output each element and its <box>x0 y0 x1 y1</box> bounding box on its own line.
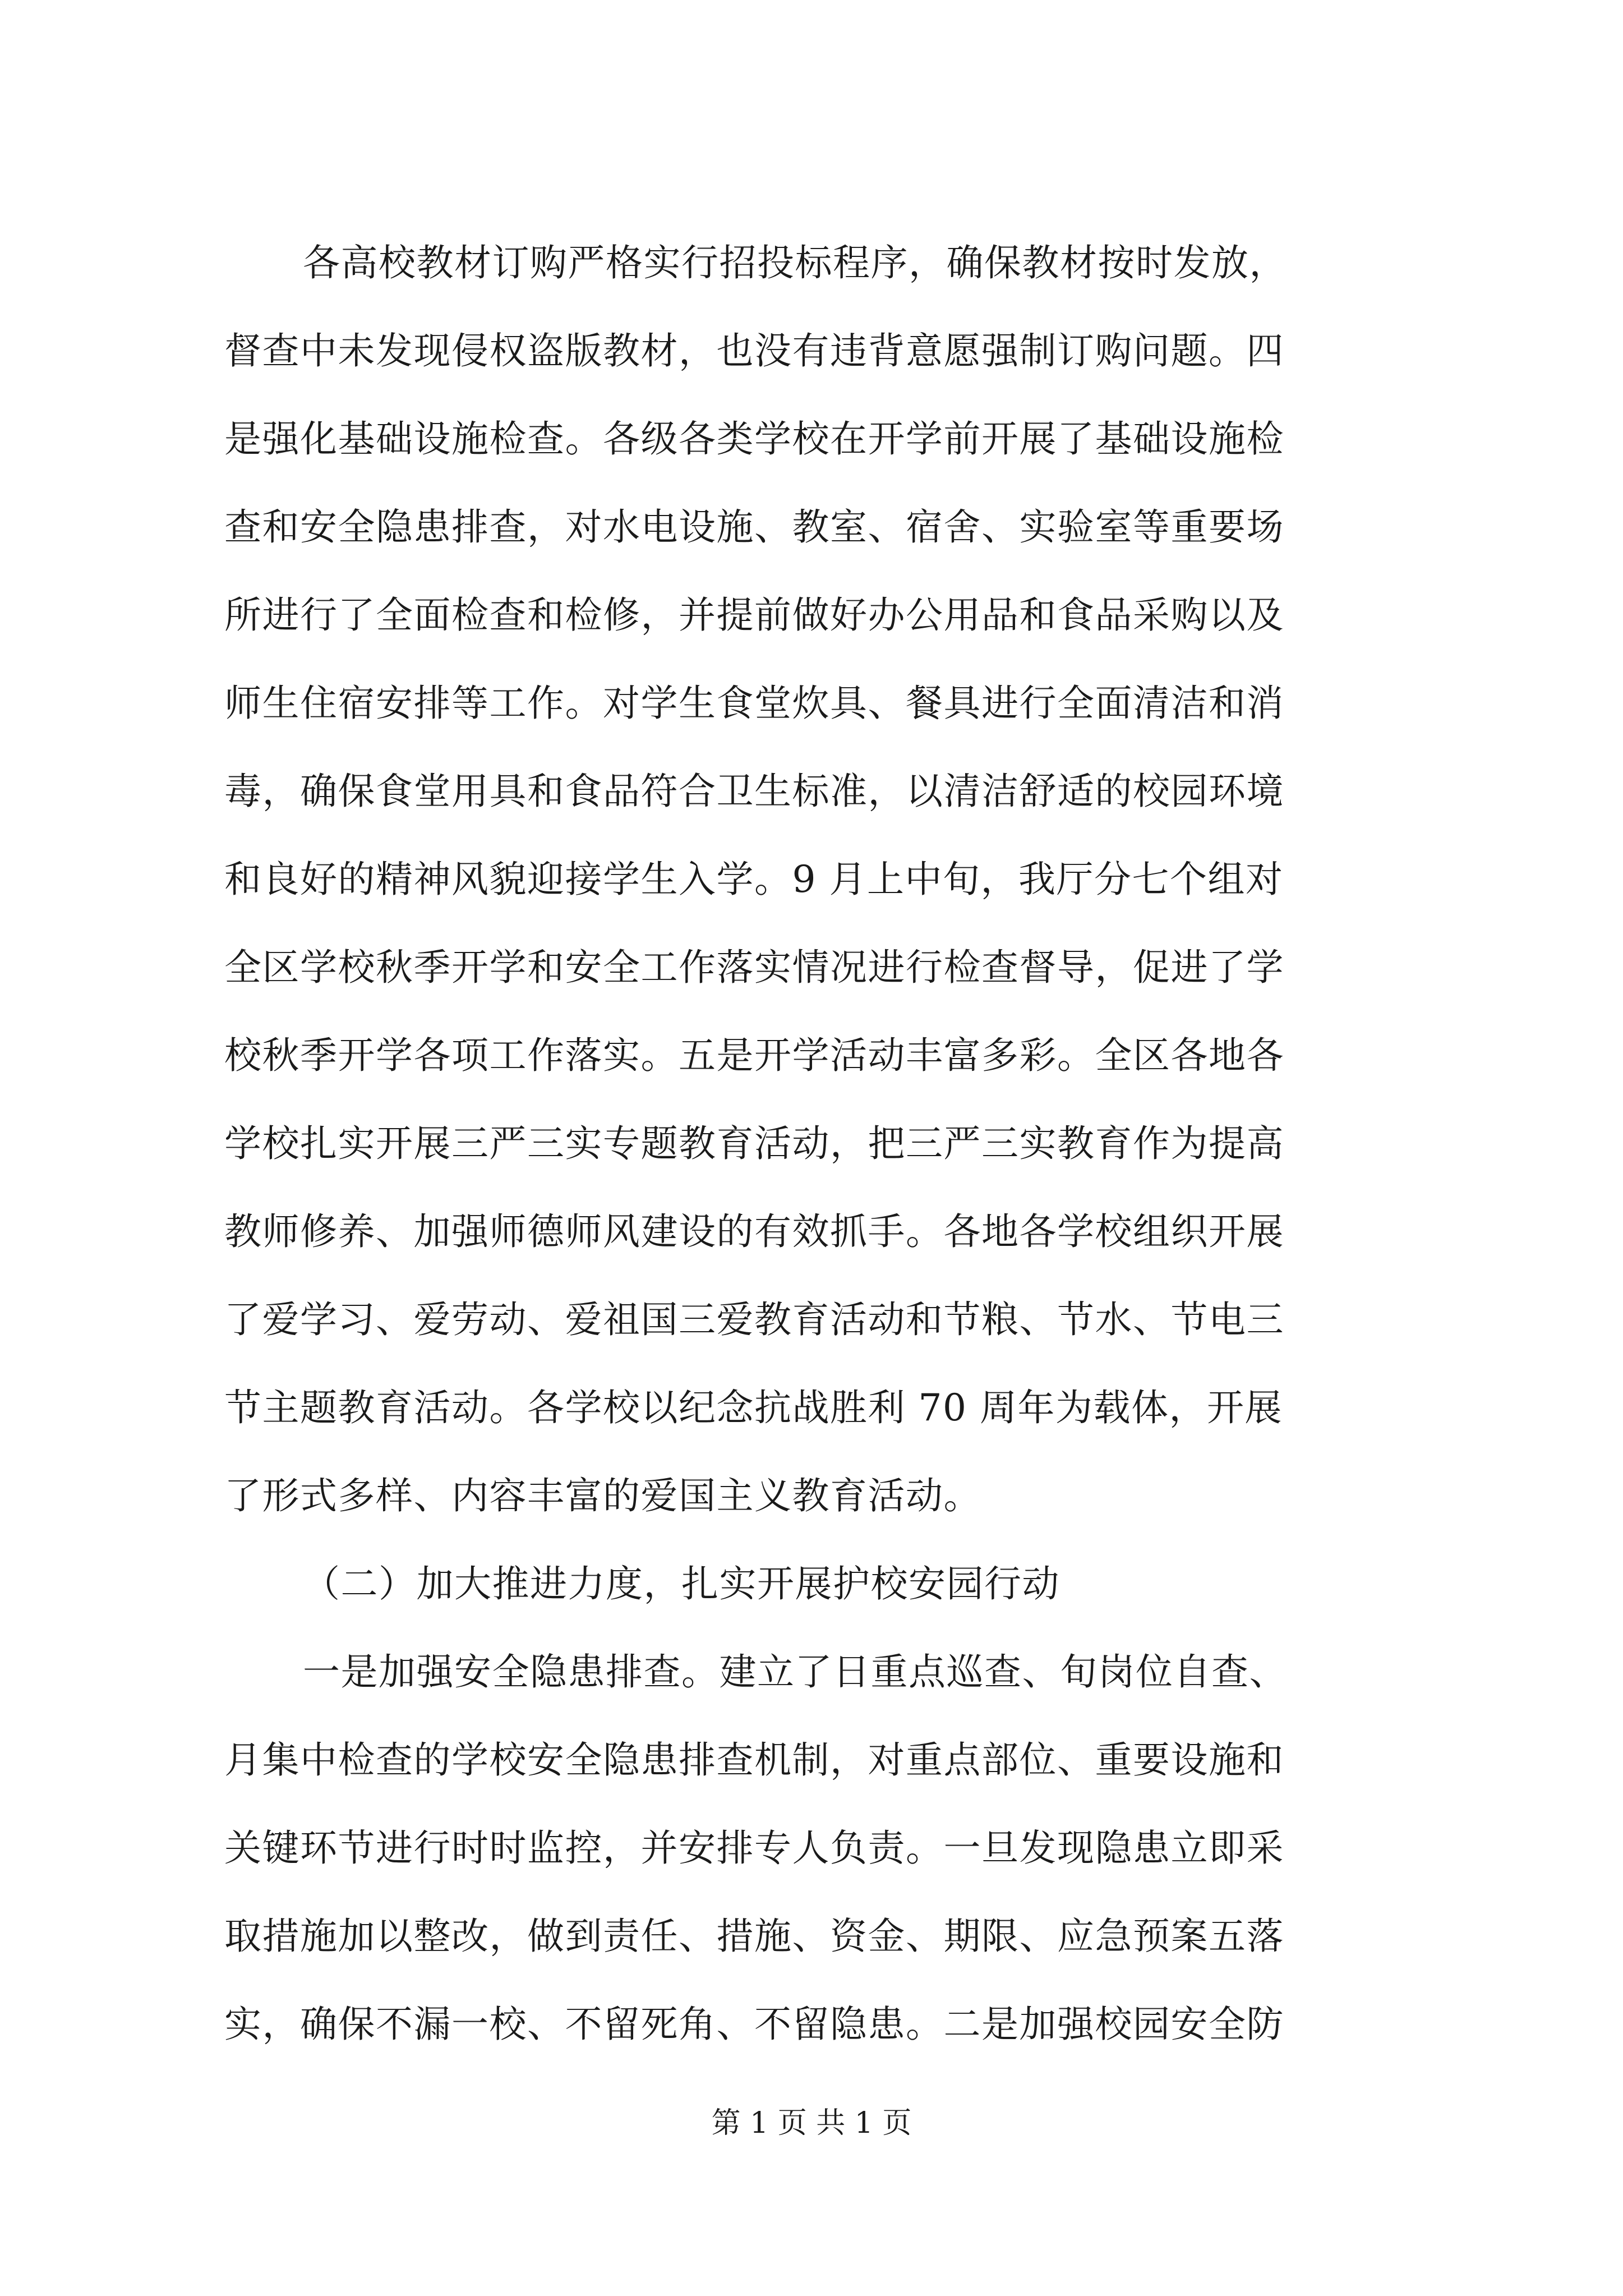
paragraph-line: 所进行了全面检查和检修，并提前做好办公用品和食品采购以及 <box>224 593 1284 637</box>
paragraph-line: 查和安全隐患排查，对水电设施、教室、宿舍、实验室等重要场 <box>224 505 1284 549</box>
paragraph-line: 全区学校秋季开学和安全工作落实情况进行检查督导，促进了学 <box>224 946 1284 989</box>
paragraph-line: 毒，确保食堂用具和食品符合卫生标准，以清洁舒适的校园环境 <box>224 770 1284 813</box>
document-body <box>224 219 1402 2068</box>
paragraph-line: 校秋季开学各项工作落实。五是开学活动丰富多彩。全区各地各 <box>224 1034 1284 1077</box>
paragraph-line: 教师修养、加强师德师风建设的有效抓手。各地各学校组织开展 <box>224 1210 1284 1253</box>
paragraph-line: 和良好的精神风貌迎接学生入学。9 月上中旬，我厅分七个组对 <box>224 858 1284 901</box>
paragraph-line: 关键环节进行时时监控，并安排专人负责。一旦发现隐患立即采 <box>224 1826 1284 1870</box>
paragraph-line: 了形式多样、内容丰富的爱国主义教育活动。 <box>224 1474 981 1517</box>
section-heading: （二）加大推进力度，扎实开展护校安园行动 <box>303 1562 1060 1605</box>
paragraph-line: 是强化基础设施检查。各级各类学校在开学前开展了基础设施检 <box>224 417 1284 461</box>
paragraph-line: 督查中未发现侵权盗版教材，也没有违背意愿强制订购问题。四 <box>224 329 1284 372</box>
paragraph-line: 一是加强安全隐患排查。建立了日重点巡查、旬岗位自查、 <box>303 1650 1287 1694</box>
paragraph-line: 节主题教育活动。各学校以纪念抗战胜利 70 周年为载体，开展 <box>224 1386 1283 1429</box>
paragraph-line: 月集中检查的学校安全隐患排查机制，对重点部位、重要设施和 <box>224 1738 1284 1782</box>
paragraph-line: 取措施加以整改，做到责任、措施、资金、期限、应急预案五落 <box>224 1915 1284 1958</box>
paragraph-line: 各高校教材订购严格实行招投标程序，确保教材按时发放， <box>303 241 1287 284</box>
page-number-label: 第 1 页 共 1 页 <box>711 2106 912 2140</box>
paragraph-line: 了爱学习、爱劳动、爱祖国三爱教育活动和节粮、节水、节电三 <box>224 1298 1284 1341</box>
paragraph-line: 学校扎实开展三严三实专题教育活动，把三严三实教育作为提高 <box>224 1122 1284 1165</box>
paragraph-line: 实，确保不漏一校、不留死角、不留隐患。二是加强校园安全防 <box>224 2003 1284 2046</box>
paragraph-line: 师生住宿安排等工作。对学生食堂炊具、餐具进行全面清洁和消 <box>224 682 1284 725</box>
page-footer <box>0 2104 1623 2143</box>
